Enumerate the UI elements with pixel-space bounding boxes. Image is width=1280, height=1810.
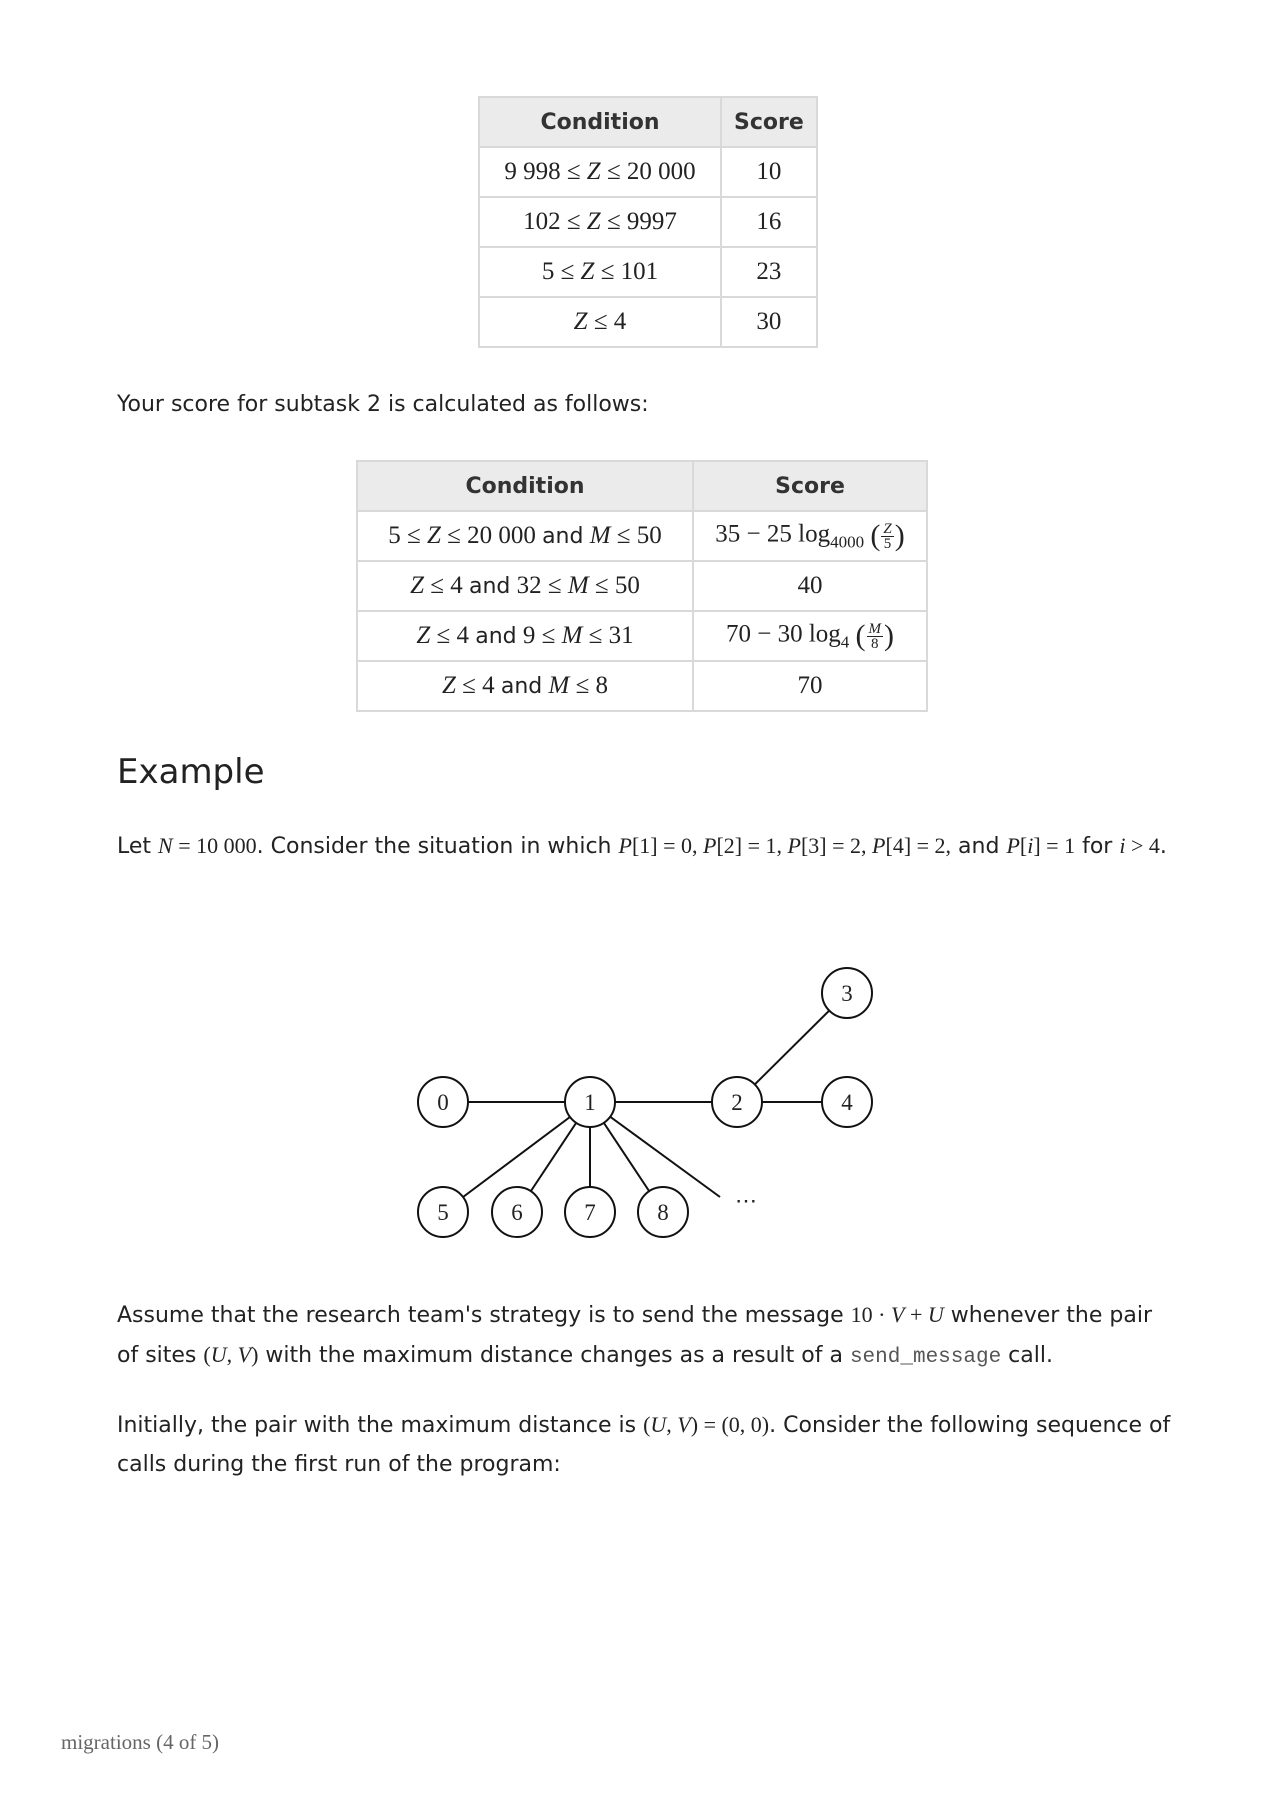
score-cell: 30 bbox=[721, 297, 817, 347]
ellipsis-label: ⋯ bbox=[735, 1188, 757, 1213]
score-cell: 10 bbox=[721, 147, 817, 197]
column-header-score: Score bbox=[693, 461, 927, 511]
table-row bbox=[357, 611, 927, 661]
condition-cell: Z ≤ 4 and 9 ≤ M ≤ 31 bbox=[357, 611, 693, 661]
svg-text:0: 0 bbox=[437, 1090, 449, 1115]
score-table-subtask1 bbox=[478, 96, 818, 348]
tree-node-0 bbox=[418, 1077, 468, 1127]
score-table-subtask2 bbox=[356, 460, 928, 712]
svg-text:5: 5 bbox=[437, 1200, 449, 1225]
condition-cell: Z ≤ 4 bbox=[479, 297, 721, 347]
tree-diagram bbox=[0, 960, 1280, 1260]
strategy-paragraph: Assume that the research team's strategy is to send the message 10 · V + U whenever the pair of sites (U, V) with the maximum distance changes as a result of a send_message call. bbox=[117, 1302, 1152, 1369]
svg-text:7: 7 bbox=[584, 1200, 596, 1225]
table-row bbox=[479, 247, 817, 297]
condition-cell: Z ≤ 4 and M ≤ 8 bbox=[357, 661, 693, 711]
condition-cell: 5 ≤ Z ≤ 20 000 and M ≤ 50 bbox=[357, 511, 693, 561]
column-header-condition: Condition bbox=[479, 97, 721, 147]
condition-cell: 102 ≤ Z ≤ 9997 bbox=[479, 197, 721, 247]
initial-paragraph: Initially, the pair with the maximum distance is (U, V) = (0, 0). Consider the following sequence of calls during the first run of the program: bbox=[117, 1412, 1171, 1477]
column-header-score: Score bbox=[721, 97, 817, 147]
tree-node-4 bbox=[822, 1077, 872, 1127]
table-row bbox=[479, 197, 817, 247]
section-heading-example: Example bbox=[117, 752, 265, 792]
column-header-condition: Condition bbox=[357, 461, 693, 511]
page-footer: migrations (4 of 5) bbox=[61, 1730, 220, 1754]
tree-node-6 bbox=[492, 1187, 542, 1237]
tree-node-3 bbox=[822, 968, 872, 1018]
condition-cell: 5 ≤ Z ≤ 101 bbox=[479, 247, 721, 297]
score-cell: 16 bbox=[721, 197, 817, 247]
table-row bbox=[357, 661, 927, 711]
svg-text:4: 4 bbox=[841, 1090, 853, 1115]
tree-node-5 bbox=[418, 1187, 468, 1237]
table-row bbox=[479, 297, 817, 347]
svg-text:1: 1 bbox=[584, 1090, 596, 1115]
tree-node-8 bbox=[638, 1187, 688, 1237]
table-row bbox=[357, 561, 927, 611]
table-row bbox=[357, 511, 927, 561]
score-cell: 70 bbox=[693, 661, 927, 711]
tree-node-1 bbox=[565, 1077, 615, 1127]
subtask2-intro: Your score for subtask 2 is calculated as follows: bbox=[117, 392, 649, 417]
score-cell: 40 bbox=[693, 561, 927, 611]
score-cell: 70 − 30 $\log_4$ ( $\frac{M}{8}$ ) bbox=[693, 611, 927, 661]
table-row bbox=[479, 147, 817, 197]
score-cell: 23 bbox=[721, 247, 817, 297]
condition-cell: 9 998 ≤ Z ≤ 20 000 bbox=[479, 147, 721, 197]
function-name-send-message: send_message bbox=[849, 1346, 1002, 1369]
score-cell: 35 − 25 $\log_{4000}$ ( $\frac{Z}{5}$ ) bbox=[693, 511, 927, 561]
svg-text:3: 3 bbox=[841, 981, 853, 1006]
svg-text:6: 6 bbox=[511, 1200, 523, 1225]
svg-text:8: 8 bbox=[657, 1200, 669, 1225]
svg-text:2: 2 bbox=[731, 1090, 743, 1115]
tree-node-7 bbox=[565, 1187, 615, 1237]
condition-cell: Z ≤ 4 and 32 ≤ M ≤ 50 bbox=[357, 561, 693, 611]
example-paragraph: Let N = 10 000. Consider the situation in which P[1] = 0, P[2] = 1, P[3] = 2, P[4] = 2, and P[i] = 1 for i > 4. bbox=[117, 833, 1167, 859]
tree-node-2 bbox=[712, 1077, 762, 1127]
